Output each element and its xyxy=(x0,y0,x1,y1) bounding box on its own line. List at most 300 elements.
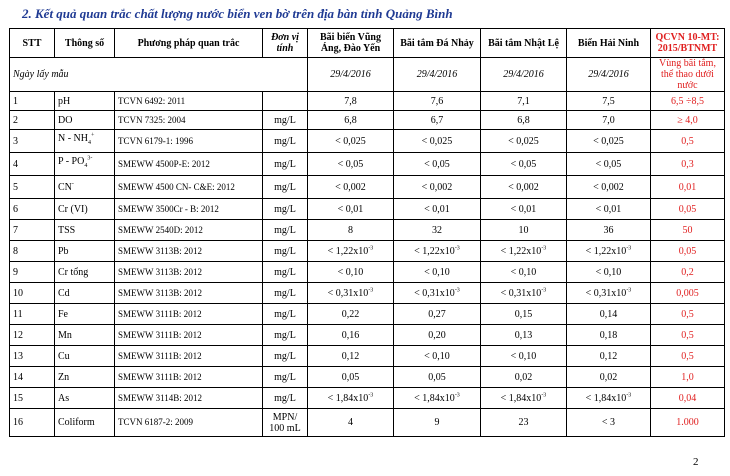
cell-standard-text: 0,5 xyxy=(681,308,694,320)
cell-site4 xyxy=(567,367,651,388)
col-standard: QCVN 10-MT: 2015/BTNMT xyxy=(651,29,725,58)
cell-site1 xyxy=(308,304,394,325)
col-stt: STT xyxy=(10,29,55,58)
cell-unit xyxy=(263,220,308,241)
cell-site4 xyxy=(567,130,651,153)
exponent: -3 xyxy=(368,392,374,399)
cell-method xyxy=(115,346,263,367)
cell-site1-text: < 1,84x10 xyxy=(327,392,369,404)
sampling-date-site1: 29/4/2016 xyxy=(308,58,394,92)
cell-unit-text: mg/L xyxy=(274,371,296,383)
cell-stt xyxy=(10,262,55,283)
cell-standard xyxy=(651,220,725,241)
cell-stt-text: 4 xyxy=(13,158,18,170)
cell-standard xyxy=(651,262,725,283)
exponent: -3 xyxy=(454,392,460,399)
cell-site3-text: < 0,002 xyxy=(508,181,539,193)
table-row xyxy=(10,153,725,176)
exponent: -3 xyxy=(454,287,460,294)
cell-stt-text: 8 xyxy=(13,245,18,257)
cell-site3-text: 0,02 xyxy=(514,371,533,383)
cell-site1 xyxy=(308,241,394,262)
cell-param xyxy=(55,220,115,241)
cell-site4-text: 36 xyxy=(603,224,614,236)
cell-stt xyxy=(10,325,55,346)
cell-method-text: SMEWW 3111B: 2012 xyxy=(118,350,202,361)
cell-standard xyxy=(651,111,725,130)
cell-site2-text: < 0,025 xyxy=(421,135,453,147)
cell-stt xyxy=(10,346,55,367)
cell-standard-text: 0,5 xyxy=(681,135,694,147)
cell-site3-text: 7,1 xyxy=(517,95,530,107)
cell-method xyxy=(115,176,263,199)
cell-param xyxy=(55,367,115,388)
cell-method xyxy=(115,92,263,111)
cell-stt-text: 15 xyxy=(13,392,23,404)
cell-param-text: CN xyxy=(58,181,72,193)
cell-site3-text: < 0,05 xyxy=(510,158,537,170)
cell-param-text: Cu xyxy=(58,350,70,362)
cell-site1 xyxy=(308,153,394,176)
cell-site3 xyxy=(481,241,567,262)
cell-unit-text: mg/L xyxy=(274,181,296,193)
cell-site3-text: < 0,10 xyxy=(510,350,537,362)
cell-param xyxy=(55,176,115,199)
cell-site3 xyxy=(481,325,567,346)
cell-standard-text: 0,05 xyxy=(678,203,697,215)
cell-site4 xyxy=(567,409,651,437)
cell-method-text: SMEWW 3113B: 2012 xyxy=(118,266,203,277)
cell-standard xyxy=(651,409,725,437)
cell-param-text: Cd xyxy=(58,287,70,299)
cell-method-text: SMEWW 4500 CN- C&E: 2012 xyxy=(118,181,235,192)
cell-site4 xyxy=(567,153,651,176)
cell-site1 xyxy=(308,346,394,367)
cell-site1 xyxy=(308,92,394,111)
cell-site4-text: 0,02 xyxy=(599,371,618,383)
cell-site1 xyxy=(308,199,394,220)
col-site1: Bãi biển Vũng Áng, Đào Yến xyxy=(308,29,394,58)
cell-method-text: TCVN 7325: 2004 xyxy=(118,114,186,125)
cell-unit-text: mg/L xyxy=(274,224,296,236)
cell-site4 xyxy=(567,220,651,241)
cell-standard xyxy=(651,346,725,367)
cell-site2 xyxy=(394,153,481,176)
cell-stt-text: 1 xyxy=(13,95,18,107)
cell-site2 xyxy=(394,367,481,388)
cell-site2 xyxy=(394,92,481,111)
cell-standard-text: 0,5 xyxy=(681,350,694,362)
cell-param-text: N - NH xyxy=(58,133,88,144)
cell-site3-text: < 1,84x10 xyxy=(500,392,542,404)
cell-site2-text: < 0,05 xyxy=(424,158,450,170)
cell-unit-text: mg/L xyxy=(274,203,296,215)
cell-param xyxy=(55,409,115,437)
cell-method-text: SMEWW 3111B: 2012 xyxy=(118,308,202,319)
cell-standard-text: 0,05 xyxy=(678,245,697,257)
cell-param-text: Pb xyxy=(58,245,69,257)
cell-site1 xyxy=(308,220,394,241)
cell-site4 xyxy=(567,199,651,220)
cell-method-text: SMEWW 3111B: 2012 xyxy=(118,371,202,382)
cell-site2-text: < 0,002 xyxy=(421,181,453,193)
cell-unit xyxy=(263,304,308,325)
cell-site3-text: 0,13 xyxy=(514,329,533,341)
cell-site2-text: < 1,22x10 xyxy=(414,245,455,257)
table-row xyxy=(10,325,725,346)
cell-site3 xyxy=(481,409,567,437)
table-row xyxy=(10,346,725,367)
cell-method xyxy=(115,130,263,153)
cell-method xyxy=(115,199,263,220)
cell-method-text: SMEWW 2540D: 2012 xyxy=(118,224,203,235)
cell-site1-text: < 0,05 xyxy=(337,158,364,170)
cell-site4-text: < 0,002 xyxy=(593,181,624,193)
cell-stt xyxy=(10,304,55,325)
cell-method xyxy=(115,153,263,176)
cell-standard xyxy=(651,283,725,304)
cell-unit xyxy=(263,199,308,220)
cell-method-text: SMEWW 3111B: 2012 xyxy=(118,329,202,340)
cell-standard-text: 0,01 xyxy=(678,181,697,193)
cell-site4 xyxy=(567,283,651,304)
cell-site2 xyxy=(394,130,481,153)
standard-note: Vùng bãi tắm, thể thao dưới nước xyxy=(651,58,725,92)
param-subscript: 4 xyxy=(88,140,91,146)
cell-site4-text: < 0,01 xyxy=(595,203,622,215)
cell-site1 xyxy=(308,176,394,199)
cell-standard xyxy=(651,92,725,111)
cell-site2 xyxy=(394,325,481,346)
cell-site1-text: < 0,01 xyxy=(337,203,364,215)
cell-site1 xyxy=(308,367,394,388)
cell-method xyxy=(115,283,263,304)
table-row xyxy=(10,111,725,130)
cell-site3-text: < 0,10 xyxy=(510,266,537,278)
cell-site4 xyxy=(567,241,651,262)
col-site3: Bãi tắm Nhật Lệ xyxy=(481,29,567,58)
cell-site2-text: 0,27 xyxy=(428,308,446,320)
cell-site2-text: 0,05 xyxy=(428,371,446,383)
table-row xyxy=(10,409,725,437)
cell-standard xyxy=(651,153,725,176)
section-heading: 2. Kết quả quan trắc chất lượng nước biển ven bờ trên địa bàn tỉnh Quảng Bình xyxy=(22,6,453,21)
cell-standard xyxy=(651,325,725,346)
cell-site4-text: < 1,84x10 xyxy=(585,392,627,404)
cell-stt-text: 11 xyxy=(13,308,23,320)
cell-method xyxy=(115,388,263,409)
cell-param xyxy=(55,283,115,304)
cell-unit-text: mg/L xyxy=(274,158,296,170)
cell-site2 xyxy=(394,409,481,437)
cell-standard-text: 0,3 xyxy=(681,158,694,170)
cell-site2-text: 7,6 xyxy=(430,95,444,107)
cell-param xyxy=(55,304,115,325)
cell-site1-text: < 0,025 xyxy=(335,135,366,147)
cell-stt xyxy=(10,241,55,262)
cell-site3-text: < 0,31x10 xyxy=(500,287,542,299)
table-row xyxy=(10,367,725,388)
cell-site2-text: < 0,31x10 xyxy=(414,287,455,299)
cell-standard xyxy=(651,176,725,199)
cell-site1-text: 7,8 xyxy=(344,95,357,107)
cell-stt xyxy=(10,283,55,304)
cell-standard-text: 50 xyxy=(682,224,693,236)
cell-site1-text: 0,12 xyxy=(341,350,360,362)
cell-site2 xyxy=(394,283,481,304)
cell-site3 xyxy=(481,367,567,388)
cell-site1 xyxy=(308,325,394,346)
param-superscript: + xyxy=(91,132,95,139)
cell-stt-text: 6 xyxy=(13,203,18,215)
cell-site2 xyxy=(394,262,481,283)
cell-site2 xyxy=(394,304,481,325)
cell-method-text: SMEWW 3113B: 2012 xyxy=(118,245,203,256)
cell-site4 xyxy=(567,388,651,409)
cell-unit-text: mg/L xyxy=(274,392,296,404)
cell-site4-text: < 1,22x10 xyxy=(585,245,627,257)
table-row xyxy=(10,92,725,111)
cell-site1 xyxy=(308,130,394,153)
cell-stt xyxy=(10,409,55,437)
cell-stt xyxy=(10,130,55,153)
cell-method-text: TCVN 6492: 2011 xyxy=(118,95,186,106)
cell-site2-text: 9 xyxy=(434,417,440,428)
cell-site4 xyxy=(567,325,651,346)
cell-unit xyxy=(263,388,308,409)
exponent: -3 xyxy=(368,287,374,294)
cell-site3 xyxy=(481,346,567,367)
table-row xyxy=(10,388,725,409)
exponent: -3 xyxy=(626,392,632,399)
cell-method xyxy=(115,241,263,262)
cell-param xyxy=(55,241,115,262)
cell-site3 xyxy=(481,92,567,111)
cell-standard-text: 0,005 xyxy=(676,287,699,299)
cell-method-text: SMEWW 3114B: 2012 xyxy=(118,392,203,403)
cell-site2 xyxy=(394,220,481,241)
cell-site3 xyxy=(481,304,567,325)
cell-site3 xyxy=(481,111,567,130)
cell-param xyxy=(55,346,115,367)
table-row xyxy=(10,220,725,241)
cell-site4-text: 0,18 xyxy=(599,329,618,341)
cell-site2 xyxy=(394,111,481,130)
col-site2: Bãi tắm Đá Nhảy xyxy=(394,29,481,58)
cell-site4-text: < 0,05 xyxy=(595,158,622,170)
cell-param xyxy=(55,388,115,409)
cell-site3 xyxy=(481,220,567,241)
cell-standard-text: 0,2 xyxy=(681,266,694,278)
cell-site4-text: < 0,10 xyxy=(595,266,622,278)
cell-standard xyxy=(651,304,725,325)
cell-param-text: Coliform xyxy=(58,417,95,428)
cell-param xyxy=(55,153,115,176)
cell-site1 xyxy=(308,283,394,304)
cell-standard xyxy=(651,388,725,409)
cell-site1-text: < 0,002 xyxy=(335,181,366,193)
cell-site1 xyxy=(308,262,394,283)
cell-site4-text: 7,5 xyxy=(602,95,615,107)
cell-stt-text: 14 xyxy=(13,371,23,383)
col-unit: Đơn vị tính xyxy=(263,29,308,58)
cell-stt xyxy=(10,388,55,409)
cell-stt-text: 16 xyxy=(13,417,23,428)
exponent: -3 xyxy=(626,245,632,252)
cell-method xyxy=(115,409,263,437)
cell-unit-text: mg/L xyxy=(274,266,296,278)
cell-site2-text: < 1,84x10 xyxy=(414,392,455,404)
cell-method xyxy=(115,304,263,325)
cell-stt-text: 3 xyxy=(13,135,18,147)
cell-site1-text: 6,8 xyxy=(344,114,357,126)
cell-site1 xyxy=(308,388,394,409)
cell-standard xyxy=(651,241,725,262)
cell-site3-text: 10 xyxy=(518,224,529,236)
cell-unit-text: mg/L xyxy=(274,350,296,362)
cell-stt-text: 13 xyxy=(13,350,23,362)
cell-site4-text: < 0,31x10 xyxy=(585,287,627,299)
cell-standard-text: ≥ 4,0 xyxy=(677,114,698,126)
cell-param xyxy=(55,92,115,111)
cell-site1-text: < 1,22x10 xyxy=(327,245,369,257)
cell-param xyxy=(55,262,115,283)
cell-site4 xyxy=(567,111,651,130)
param-superscript: - xyxy=(71,181,74,188)
cell-param-text: Mn xyxy=(58,329,72,341)
cell-site1-text: 8 xyxy=(348,224,353,236)
cell-site4 xyxy=(567,262,651,283)
cell-standard xyxy=(651,199,725,220)
cell-unit xyxy=(263,111,308,130)
cell-site1-text: 0,16 xyxy=(341,329,360,341)
cell-site3 xyxy=(481,176,567,199)
cell-unit-text: mg/L xyxy=(274,329,296,341)
cell-unit xyxy=(263,92,308,111)
cell-site3-text: < 0,025 xyxy=(508,135,539,147)
cell-param xyxy=(55,199,115,220)
table-row xyxy=(10,130,725,153)
cell-stt-text: 5 xyxy=(13,181,18,193)
cell-standard-text: 0,5 xyxy=(681,329,694,341)
cell-method xyxy=(115,262,263,283)
cell-site2-text: < 0,10 xyxy=(424,350,450,362)
sampling-label: Ngày lấy mẫu xyxy=(10,58,308,92)
cell-site4-text: 0,12 xyxy=(599,350,618,362)
cell-site1-text: 4 xyxy=(348,417,353,428)
cell-stt-text: 7 xyxy=(13,224,18,236)
cell-unit-text: MPN/ 100 mL xyxy=(269,411,301,434)
cell-param xyxy=(55,130,115,153)
cell-param-text: Cr tổng xyxy=(58,266,89,278)
cell-unit-text: mg/L xyxy=(274,308,296,320)
cell-method xyxy=(115,325,263,346)
cell-site2-text: < 0,01 xyxy=(424,203,450,215)
table-row xyxy=(10,176,725,199)
cell-site2 xyxy=(394,176,481,199)
exponent: -3 xyxy=(541,392,547,399)
cell-method-text: SMEWW 3113B: 2012 xyxy=(118,287,203,298)
cell-site2-text: 32 xyxy=(432,224,442,236)
cell-standard-text: 1.000 xyxy=(676,417,699,428)
cell-site1-text: < 0,10 xyxy=(337,266,364,278)
cell-site3 xyxy=(481,262,567,283)
cell-standard xyxy=(651,130,725,153)
cell-site2-text: 6,7 xyxy=(430,114,444,126)
cell-site4-text: < 0,025 xyxy=(593,135,624,147)
cell-site2 xyxy=(394,388,481,409)
col-method: Phương pháp quan trắc xyxy=(115,29,263,58)
cell-method-text: TCVN 6179-1: 1996 xyxy=(118,135,193,146)
param-superscript: 3- xyxy=(87,155,93,162)
cell-unit xyxy=(263,283,308,304)
cell-unit-text: mg/L xyxy=(274,114,296,126)
cell-site4-text: < 3 xyxy=(601,417,616,428)
water-quality-table xyxy=(9,28,725,437)
cell-unit xyxy=(263,346,308,367)
cell-unit-text: mg/L xyxy=(274,287,296,299)
cell-site4 xyxy=(567,176,651,199)
cell-site3 xyxy=(481,388,567,409)
cell-param xyxy=(55,325,115,346)
cell-unit-text: mg/L xyxy=(274,135,296,147)
cell-param-text: P - PO xyxy=(58,156,85,167)
table-row xyxy=(10,262,725,283)
cell-stt-text: 9 xyxy=(13,266,18,278)
exponent: -3 xyxy=(626,287,632,294)
cell-param-text: Fe xyxy=(58,308,68,320)
cell-site2-text: < 0,10 xyxy=(424,266,450,278)
page-number: 2 xyxy=(693,456,699,468)
cell-stt xyxy=(10,199,55,220)
cell-site4 xyxy=(567,304,651,325)
cell-site1 xyxy=(308,111,394,130)
cell-method xyxy=(115,367,263,388)
exponent: -3 xyxy=(454,245,460,252)
cell-unit xyxy=(263,367,308,388)
cell-stt xyxy=(10,111,55,130)
cell-param-text: Cr (VI) xyxy=(58,203,88,215)
sampling-date-site3: 29/4/2016 xyxy=(481,58,567,92)
exponent: -3 xyxy=(368,245,374,252)
cell-stt-text: 2 xyxy=(13,114,18,126)
cell-stt xyxy=(10,220,55,241)
cell-site4 xyxy=(567,92,651,111)
cell-standard xyxy=(651,367,725,388)
cell-unit xyxy=(263,153,308,176)
col-param: Thông số xyxy=(55,29,115,58)
cell-site4-text: 0,14 xyxy=(599,308,618,320)
cell-site2-text: 0,20 xyxy=(428,329,446,341)
cell-site4-text: 7,0 xyxy=(602,114,615,126)
cell-site1 xyxy=(308,409,394,437)
cell-site4 xyxy=(567,346,651,367)
cell-method-text: SMEWW 4500P-E: 2012 xyxy=(118,158,210,169)
cell-param-text: TSS xyxy=(58,224,76,236)
sampling-date-site2: 29/4/2016 xyxy=(394,58,481,92)
cell-site1-text: < 0,31x10 xyxy=(327,287,369,299)
cell-stt xyxy=(10,367,55,388)
cell-site3 xyxy=(481,199,567,220)
cell-method xyxy=(115,111,263,130)
cell-site3-text: 6,8 xyxy=(517,114,530,126)
table-row xyxy=(10,199,725,220)
table-row xyxy=(10,241,725,262)
cell-method-text: SMEWW 3500Cr - B: 2012 xyxy=(118,203,219,214)
cell-site3 xyxy=(481,153,567,176)
header-row xyxy=(10,29,725,58)
cell-unit xyxy=(263,130,308,153)
